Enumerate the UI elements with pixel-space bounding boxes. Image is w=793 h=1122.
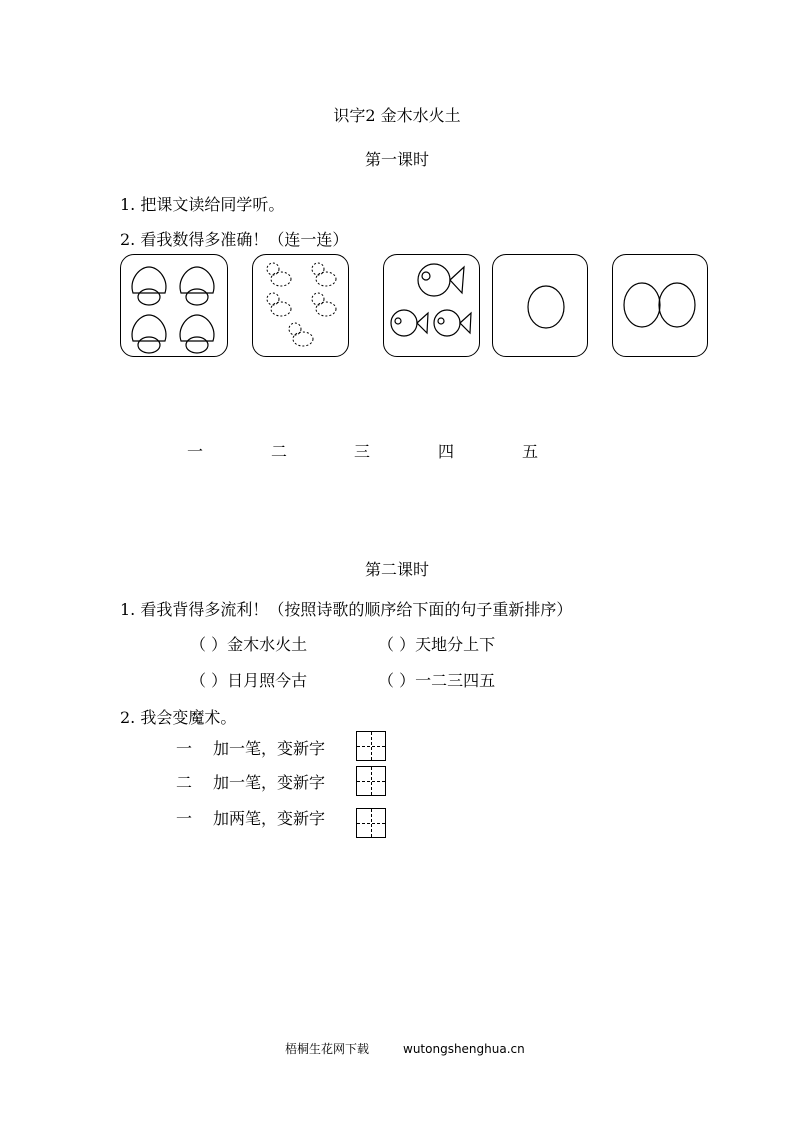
magic-text: 加一笔，变新字 [213,773,326,792]
number-word[interactable]: 一 [186,442,204,461]
picture-mushrooms [120,254,228,357]
magic-char: 二 [176,773,193,792]
number-word[interactable]: 二 [270,442,288,461]
order-line[interactable]: （ ）天地分上下 [378,635,496,654]
picture-ducklings [252,254,349,357]
magic-char: 一 [176,739,193,758]
lesson2-q2: 2. 我会变魔术。 [120,708,237,727]
picture-fish [383,254,480,357]
magic-text: 加两笔，变新字 [213,809,326,828]
magic-text: 加一笔，变新字 [213,739,326,758]
writing-grid[interactable] [356,808,386,838]
lesson2-q1: 1. 看我背得多流利！（按照诗歌的顺序给下面的句子重新排序） [120,600,573,619]
writing-grid[interactable] [356,766,386,796]
duckling-icon [253,255,348,356]
fish-icon [384,255,479,356]
number-word[interactable]: 三 [353,442,371,461]
lesson2-heading: 第二课时 [364,560,430,579]
order-line[interactable]: （ ）日月照今古 [190,671,308,690]
writing-grid[interactable] [356,731,386,761]
oval-icon [493,255,587,356]
order-line[interactable]: （ ）一二三四五 [378,671,496,690]
number-word[interactable]: 五 [521,442,539,461]
oval-icon [613,255,707,356]
number-word[interactable]: 四 [437,442,455,461]
picture-two-ovals [612,254,708,357]
mushroom-icon [121,255,227,356]
picture-one-oval [492,254,588,357]
footer-source: 梧桐生花网下载 [285,1042,370,1056]
magic-char: 一 [176,809,193,828]
order-line[interactable]: （ ）金木水火土 [190,635,308,654]
lesson1-q2: 2. 看我数得多准确！（连一连） [120,230,349,249]
lesson1-q1: 1. 把课文读给同学听。 [120,195,285,214]
page-title: 识字2 金木水火土 [333,106,461,125]
footer-link[interactable]: wutongshenghua.cn [403,1042,525,1056]
lesson1-heading: 第一课时 [364,150,430,169]
